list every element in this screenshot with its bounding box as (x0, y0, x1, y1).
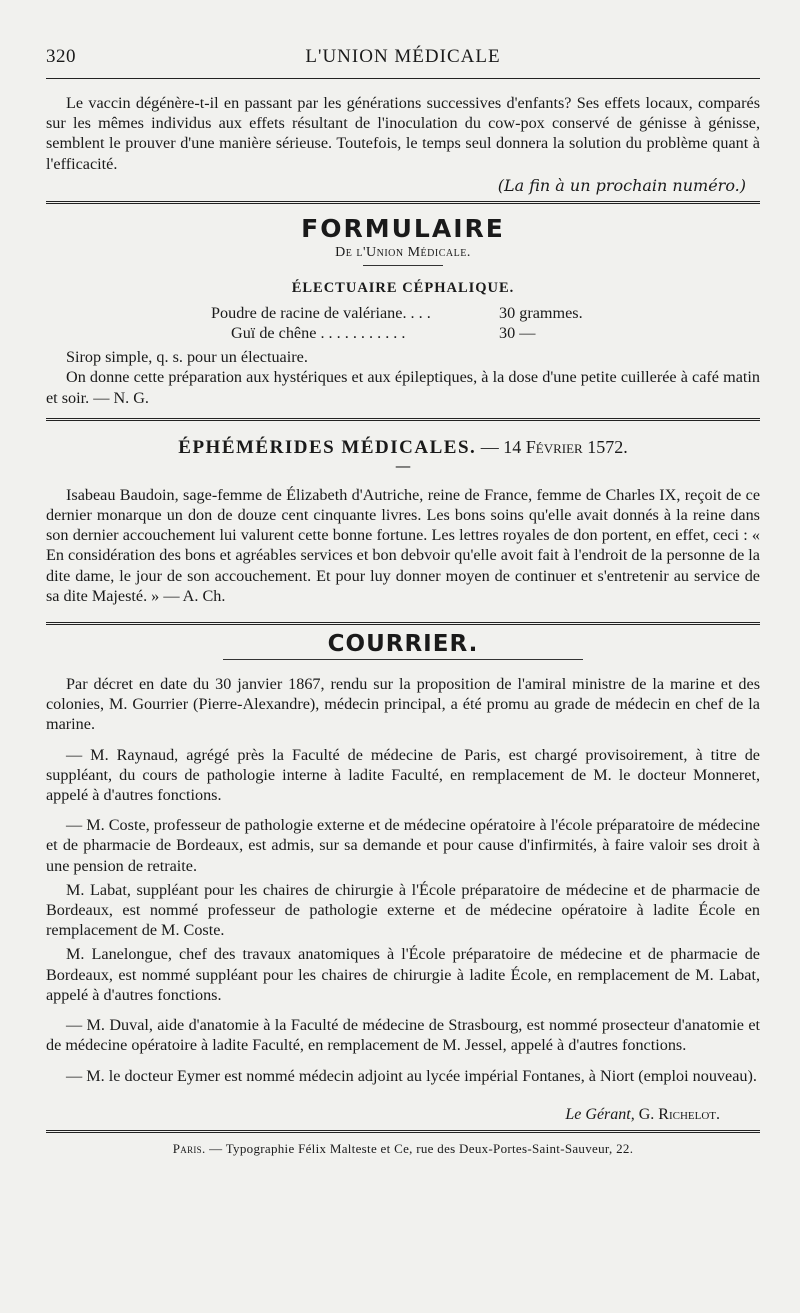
short-divider (363, 265, 443, 266)
recipe-title: ÉLECTUAIRE CÉPHALIQUE. (291, 279, 515, 296)
ingredient-name: Guï de chêne . . . . . . . . . . . (231, 324, 406, 343)
courrier-paragraph: — M. Duval, aide d'anatomie à la Faculté de médecine de Strasbourg, est nommé prosecteur d'anatomie et de médecine opératoire à ladite Faculté, en remplacement de M. Jessel, appelé à d'autres fonctions. (46, 1016, 760, 1055)
ephemerides-dash: — (395, 455, 411, 475)
formulaire-title: FORMULAIRE (301, 213, 505, 243)
courrier-paragraph: — M. Raynaud, agrégé près la Faculté de médecine de Paris, est chargé provisoirement, à titre de suppléant, du cours de pathologie interne à ladite Faculté, en remplacement de M. le docteur Monneret, appelé à d'autres fonctions. (46, 745, 760, 805)
footer-divider (46, 1130, 760, 1133)
section-divider (46, 418, 760, 421)
ingredient-row (46, 303, 760, 323)
courrier-paragraph: — M. Coste, professeur de pathologie externe et de médecine opératoire à l'école préparatoire de médecine et de pharmacie de Bordeaux, est admis, sur sa demande et pour cause d'infirmités, à faire valoir ses droit à une pension de retraite. (46, 816, 760, 875)
formulaire-subtitle: De l'Union Médicale. (335, 244, 471, 260)
recipe-line: Sirop simple, q. s. pour un électuaire. (66, 348, 308, 367)
courrier-title: COURRIER. (327, 631, 479, 658)
gerant-signature (46, 1106, 720, 1124)
printer-imprint (46, 1141, 760, 1157)
header-rule (46, 78, 760, 79)
section-divider (46, 622, 760, 625)
ingredient-row (46, 323, 760, 343)
intro-paragraph: Le vaccin dégénère-t-il en passant par les générations successives d'enfants? Ses effets locaux, comparés sur les mêmes individus aux effets résultant de l'inoculation du cow-pox conservé de génisse à génisse, semblent le prouver d'une manière sérieuse. Toutefois, le temps seul donnera la solution du problème quant à l'efficacité. (46, 94, 760, 173)
ingredient-name: Poudre de racine de valériane. . . . (211, 303, 431, 322)
gerant-name: G. Richelot. (638, 1105, 720, 1123)
ephemerides-date: — 14 Février 1572. (480, 436, 628, 457)
ingredient-quantity: 30 grammes. (499, 303, 583, 322)
imprint-text: — Typographie Félix Malteste et Ce, rue des Deux-Portes-Saint-Sauveur, 22. (209, 1140, 634, 1156)
gerant-label: Le Gérant, (565, 1105, 635, 1123)
courrier-paragraph: — M. le docteur Eymer est nommé médecin adjoint au lycée impérial Fontanes, à Niort (emploi nouveau). (66, 1066, 757, 1085)
page-number: 320 (46, 46, 76, 67)
section-divider (46, 201, 760, 204)
ephemerides-title: ÉPHÉMÉRIDES MÉDICALES. (178, 436, 477, 458)
ephemerides-text: Isabeau Baudoin, sage-femme de Élizabeth d'Autriche, reine de France, femme de Charles IX, reçoit de ce dernier monarque un don de douze cent cinquante livres. Les bons soins qu'elle avait donnés à la reine dans son dernier accouchement lui valurent cette bonne fortune. Les lettres royales de don portent, en effet, ceci : « En considération des bons et agréables services et bon debvoir qu'elle avoit fait à l'endroit de la personne de la dite dame, le jour de son accouchement. Et pour luy donner moyen de continuer et s'entretenir au service de sa dite Majesté. » — A. Ch. (46, 485, 760, 605)
journal-title: L'UNION MÉDICALE (305, 46, 501, 67)
continuation-note: (La fin à un prochain numéro.) (497, 175, 746, 195)
courrier-paragraph: Par décret en date du 30 janvier 1867, rendu sur la proposition de l'amiral ministre de la marine et des colonies, M. Gourrier (Pierre-Alexandre), médecin principal, a été promu au grade de médecin en chef de la marine. (46, 675, 760, 734)
courrier-paragraph: M. Labat, suppléant pour les chaires de chirurgie à l'École préparatoire de médecine et de pharmacie de Bordeaux, est nommé professeur de pathologie externe et de médecine opératoire à ladite École en remplacement de M. Coste. (46, 880, 760, 940)
page-header (46, 46, 760, 72)
recipe-ingredients (46, 303, 760, 343)
imprint-city: Paris. (172, 1140, 206, 1156)
recipe-instructions: On donne cette préparation aux hystériques et aux épileptiques, à la dose d'une petite cuillerée à café matin et soir. — N. G. (46, 368, 760, 407)
ingredient-quantity: 30 — (499, 324, 536, 343)
courrier-paragraph: M. Lanelongue, chef des travaux anatomiques à l'École préparatoire de médecine et de pharmacie de Bordeaux, est nommé suppléant pour les chaires de chirurgie à ladite École, en remplacement de M. Labat, appelé à d'autres fonctions. (46, 945, 760, 1004)
courrier-underline (223, 659, 583, 660)
